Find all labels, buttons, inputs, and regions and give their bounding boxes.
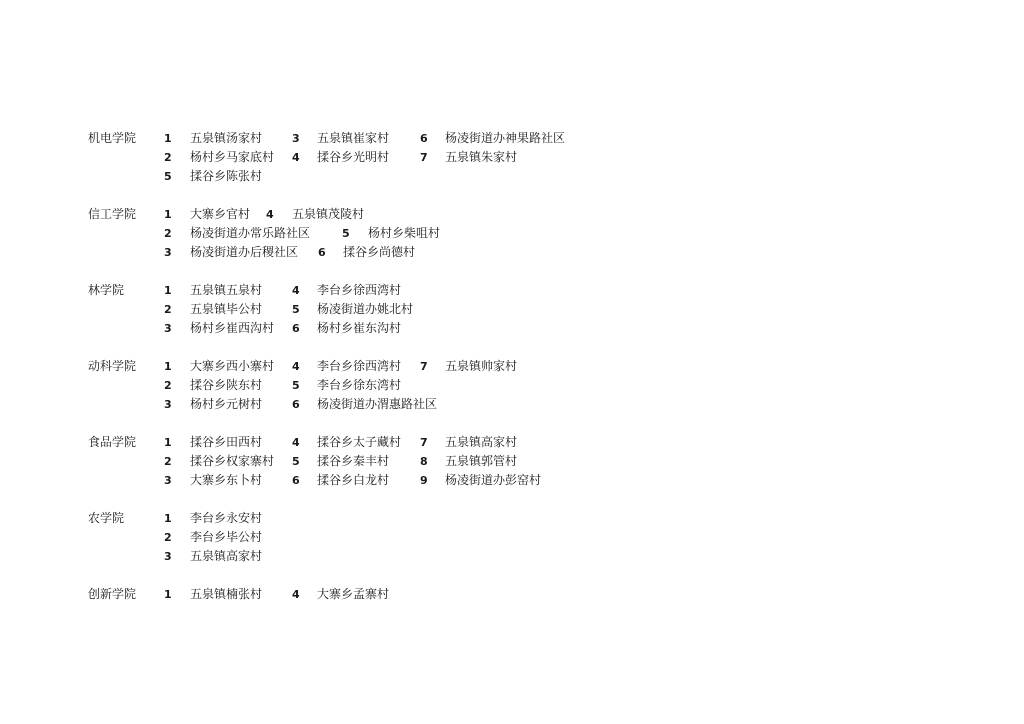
college-name: 创新学院 bbox=[88, 587, 137, 601]
entry-number: 7 bbox=[420, 436, 428, 449]
assignment-row bbox=[0, 148, 1024, 167]
entry-number: 9 bbox=[420, 474, 428, 487]
entry-number: 8 bbox=[420, 455, 428, 468]
village-name: 杨凌街道办常乐路社区 bbox=[190, 226, 311, 240]
village-name: 大寨乡东卜村 bbox=[190, 473, 263, 487]
entry-number: 3 bbox=[164, 474, 172, 487]
entry-number: 5 bbox=[292, 303, 300, 316]
entry-number: 4 bbox=[292, 436, 300, 449]
assignment-row bbox=[0, 205, 1024, 224]
college-name: 信工学院 bbox=[88, 207, 137, 221]
entry-number: 5 bbox=[342, 227, 350, 240]
village-name: 五泉镇五泉村 bbox=[190, 283, 263, 297]
village-name: 李台乡徐东湾村 bbox=[317, 378, 402, 392]
village-name: 杨凌街道办彭窑村 bbox=[445, 473, 542, 487]
college-name: 食品学院 bbox=[88, 435, 137, 449]
village-name: 杨凌街道办姚北村 bbox=[317, 302, 414, 316]
entry-number: 5 bbox=[292, 379, 300, 392]
entry-number: 3 bbox=[164, 550, 172, 563]
entry-number: 4 bbox=[292, 588, 300, 601]
entry-number: 5 bbox=[164, 170, 172, 183]
village-name: 揉谷乡陕东村 bbox=[190, 378, 263, 392]
assignment-row bbox=[0, 433, 1024, 452]
village-name: 李台乡毕公村 bbox=[190, 530, 263, 544]
entry-number: 2 bbox=[164, 227, 172, 240]
village-name: 五泉镇汤家村 bbox=[190, 131, 263, 145]
village-name: 揉谷乡白龙村 bbox=[317, 473, 390, 487]
village-name: 杨村乡崔东沟村 bbox=[317, 321, 402, 335]
village-name: 大寨乡官村 bbox=[190, 207, 251, 221]
assignment-row bbox=[0, 243, 1024, 262]
village-name: 杨村乡柴咀村 bbox=[368, 226, 441, 240]
entry-number: 3 bbox=[164, 322, 172, 335]
village-name: 五泉镇茂陵村 bbox=[292, 207, 365, 221]
assignment-row bbox=[0, 395, 1024, 414]
entry-number: 3 bbox=[164, 398, 172, 411]
village-name: 大寨乡西小寨村 bbox=[190, 359, 275, 373]
entry-number: 2 bbox=[164, 455, 172, 468]
assignment-row bbox=[0, 585, 1024, 604]
entry-number: 5 bbox=[292, 455, 300, 468]
village-name: 揉谷乡太子藏村 bbox=[317, 435, 402, 449]
entry-number: 2 bbox=[164, 379, 172, 392]
entry-number: 2 bbox=[164, 531, 172, 544]
village-name: 杨村乡马家底村 bbox=[190, 150, 275, 164]
village-name: 五泉镇楠张村 bbox=[190, 587, 263, 601]
entry-number: 7 bbox=[420, 151, 428, 164]
village-name: 李台乡徐西湾村 bbox=[317, 283, 402, 297]
assignment-row bbox=[0, 471, 1024, 490]
entry-number: 2 bbox=[164, 303, 172, 316]
entry-number: 4 bbox=[292, 284, 300, 297]
entry-number: 3 bbox=[164, 246, 172, 259]
entry-number: 6 bbox=[292, 474, 300, 487]
village-name: 五泉镇毕公村 bbox=[190, 302, 263, 316]
village-name: 揉谷乡秦丰村 bbox=[317, 454, 390, 468]
entry-number: 4 bbox=[292, 360, 300, 373]
village-name: 杨凌街道办后稷社区 bbox=[190, 245, 299, 259]
entry-number: 4 bbox=[266, 208, 274, 221]
entry-number: 1 bbox=[164, 208, 172, 221]
entry-number: 2 bbox=[164, 151, 172, 164]
entry-number: 6 bbox=[292, 322, 300, 335]
entry-number: 6 bbox=[420, 132, 428, 145]
assignment-row bbox=[0, 129, 1024, 148]
village-name: 杨凌街道办神果路社区 bbox=[445, 131, 566, 145]
village-name: 揉谷乡田西村 bbox=[190, 435, 263, 449]
assignment-row bbox=[0, 300, 1024, 319]
village-name: 五泉镇郭管村 bbox=[445, 454, 518, 468]
entry-number: 4 bbox=[292, 151, 300, 164]
village-name: 五泉镇朱家村 bbox=[445, 150, 518, 164]
village-name: 揉谷乡陈张村 bbox=[190, 169, 263, 183]
village-name: 揉谷乡尚德村 bbox=[343, 245, 416, 259]
assignment-row bbox=[0, 376, 1024, 395]
village-name: 五泉镇崔家村 bbox=[317, 131, 390, 145]
college-name: 机电学院 bbox=[88, 131, 137, 145]
assignment-row bbox=[0, 528, 1024, 547]
assignment-row bbox=[0, 281, 1024, 300]
entry-number: 1 bbox=[164, 132, 172, 145]
village-name: 五泉镇高家村 bbox=[445, 435, 518, 449]
entry-number: 1 bbox=[164, 512, 172, 525]
village-name: 杨村乡崔西沟村 bbox=[190, 321, 275, 335]
college-name: 农学院 bbox=[88, 511, 125, 525]
entry-number: 6 bbox=[292, 398, 300, 411]
village-name: 大寨乡孟寨村 bbox=[317, 587, 390, 601]
assignment-row bbox=[0, 452, 1024, 471]
entry-number: 3 bbox=[292, 132, 300, 145]
village-name: 五泉镇高家村 bbox=[190, 549, 263, 563]
village-name: 揉谷乡光明村 bbox=[317, 150, 390, 164]
village-name: 杨凌街道办渭惠路社区 bbox=[317, 397, 438, 411]
college-name: 林学院 bbox=[88, 283, 125, 297]
assignment-row bbox=[0, 357, 1024, 376]
entry-number: 1 bbox=[164, 284, 172, 297]
village-name: 五泉镇帅家村 bbox=[445, 359, 518, 373]
college-name: 动科学院 bbox=[88, 359, 137, 373]
assignment-row bbox=[0, 547, 1024, 566]
village-name: 李台乡永安村 bbox=[190, 511, 263, 525]
village-name: 李台乡徐西湾村 bbox=[317, 359, 402, 373]
entry-number: 6 bbox=[318, 246, 326, 259]
village-name: 杨村乡元树村 bbox=[190, 397, 263, 411]
assignment-row bbox=[0, 509, 1024, 528]
entry-number: 1 bbox=[164, 360, 172, 373]
assignment-row bbox=[0, 319, 1024, 338]
assignment-row bbox=[0, 224, 1024, 243]
entry-number: 1 bbox=[164, 588, 172, 601]
entry-number: 1 bbox=[164, 436, 172, 449]
assignment-row bbox=[0, 167, 1024, 186]
entry-number: 7 bbox=[420, 360, 428, 373]
village-name: 揉谷乡权家寨村 bbox=[190, 454, 275, 468]
